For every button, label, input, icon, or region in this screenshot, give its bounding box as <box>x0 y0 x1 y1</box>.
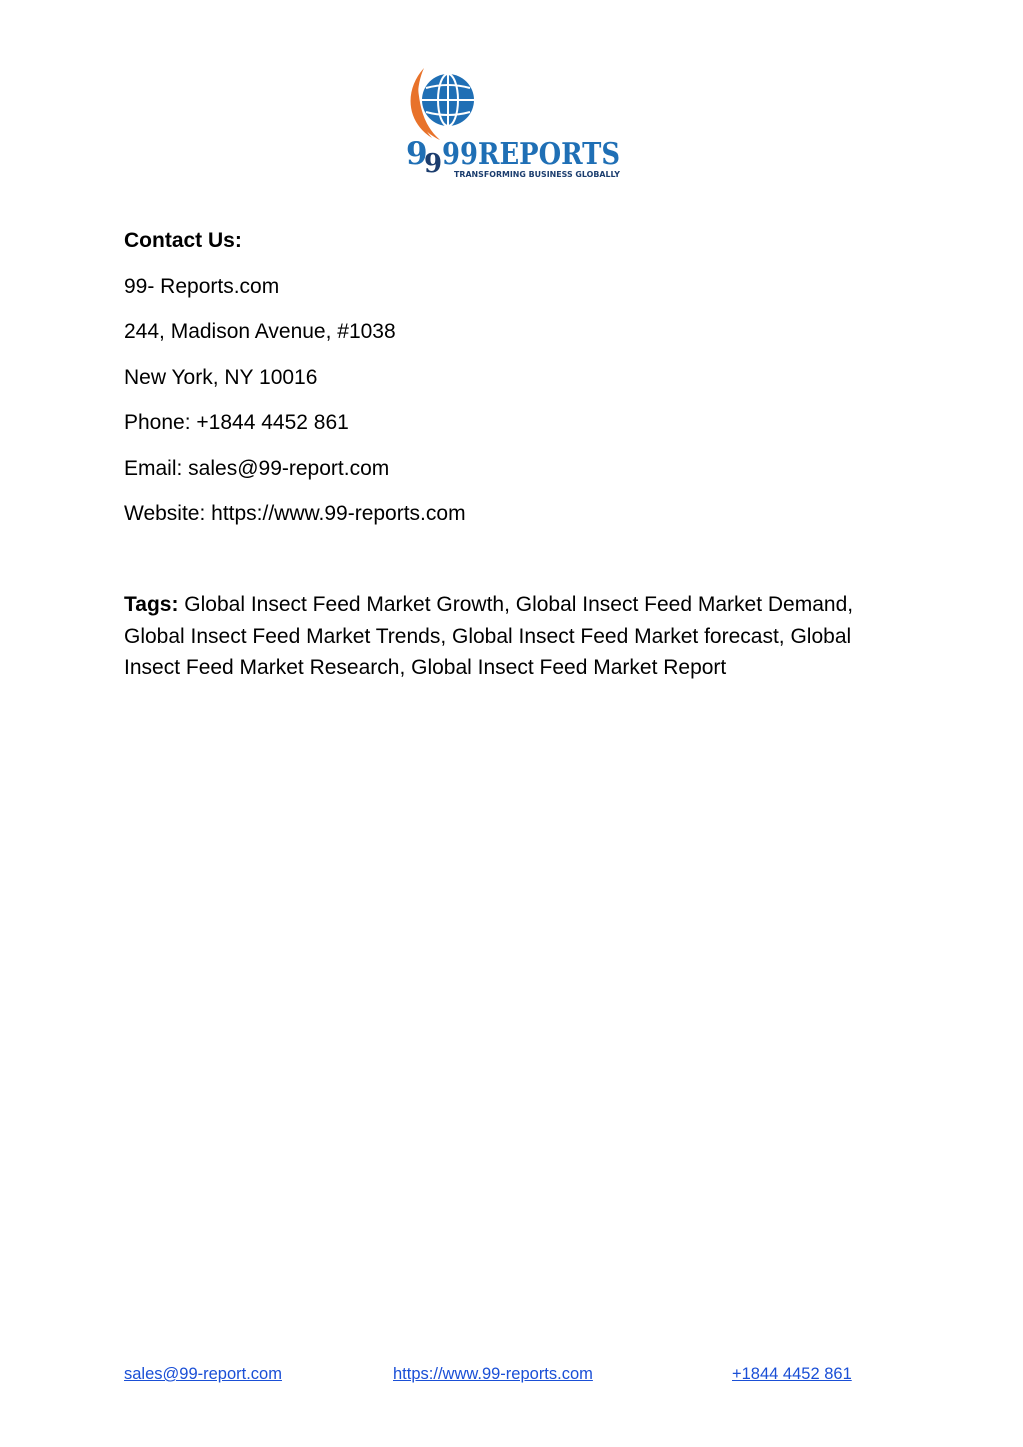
address-line-1: 244, Madison Avenue, #1038 <box>124 320 396 343</box>
svg-text:9: 9 <box>424 149 443 179</box>
company-logo <box>402 60 627 185</box>
footer-email-link[interactable]: sales@99-report.com <box>124 1365 282 1383</box>
svg-text:9: 9 <box>406 136 428 172</box>
phone-line: Phone: +1844 4452 861 <box>124 411 349 434</box>
globe-logo-icon <box>402 60 627 185</box>
website-line: Website: https://www.99-reports.com <box>124 502 466 525</box>
address-line-2: New York, NY 10016 <box>124 365 318 389</box>
tags-text: Global Insect Feed Market Growth, Global Insect Feed Market Demand, Global Insect Feed Market Trends, Global Insect Feed Market forecast, Global Insect Feed Market Research, Global Insect Feed Market Report <box>124 593 854 679</box>
tags-paragraph <box>124 589 904 684</box>
email-line: Email: sales@99-report.com <box>124 456 390 480</box>
company-name: 99- Reports.com <box>124 274 280 298</box>
footer-website-link[interactable]: https://www.99-reports.com <box>393 1365 593 1383</box>
logo-wordmark: 99REPORTS <box>442 137 620 172</box>
contact-block <box>124 226 904 545</box>
contact-heading: Contact Us: <box>124 229 242 252</box>
footer-phone-link[interactable]: +1844 4452 861 <box>732 1365 852 1383</box>
tags-label: Tags: <box>124 593 179 616</box>
logo-tagline: TRANSFORMING BUSINESS GLOBALLY <box>454 170 621 179</box>
